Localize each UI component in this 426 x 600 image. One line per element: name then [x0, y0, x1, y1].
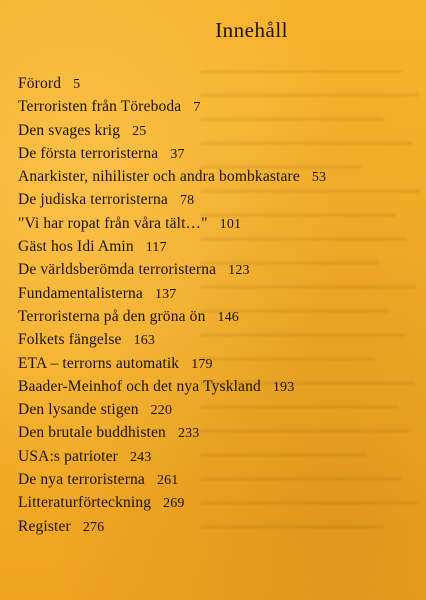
toc-entry: [18, 328, 326, 351]
toc-entry-page: 7: [193, 100, 201, 116]
toc-entry-page: 37: [170, 146, 185, 162]
toc-entry-page: 146: [217, 309, 239, 325]
toc-entry-page: 193: [272, 379, 295, 395]
toc-entry: [18, 282, 326, 305]
toc-entry-page: 78: [179, 193, 195, 209]
toc-entry: [18, 142, 326, 165]
toc-entry: [18, 515, 326, 538]
toc-entry-title: Terroristerna på den gröna ön: [18, 307, 206, 325]
toc-entry: [18, 398, 326, 421]
toc-entry-title: Baader-Meinhof och det nya Tyskland: [18, 377, 261, 395]
toc-entry: [18, 258, 326, 281]
toc-entry: [18, 235, 326, 258]
toc-entry: [18, 188, 326, 211]
toc-entry-title: Förord: [18, 75, 62, 92]
table-of-contents: [18, 72, 326, 538]
toc-entry: [18, 305, 326, 328]
toc-entry-page: 243: [129, 449, 152, 465]
toc-entry-title: "Vi har ropat från våra tält…": [18, 214, 208, 232]
page-title: Innehåll: [215, 18, 288, 42]
toc-entry-page: 53: [311, 170, 327, 186]
toc-entry: [18, 421, 326, 444]
toc-entry-title: Anarkister, nihilister och andra bombkastare: [18, 168, 300, 186]
toc-entry-title: ETA – terrorns automatik: [18, 354, 180, 372]
toc-entry-page: 233: [177, 426, 200, 442]
toc-entry-page: 220: [150, 403, 173, 419]
toc-entry-title: De världsberömda terroristerna: [18, 261, 217, 279]
toc-entry: [18, 468, 326, 491]
toc-entry-title: Litteraturförteckning: [18, 494, 152, 512]
toc-entry-title: Folkets fängelse: [18, 331, 122, 349]
toc-entry-page: 123: [228, 263, 250, 279]
toc-entry: [18, 165, 326, 188]
toc-entry-page: 25: [132, 123, 147, 139]
toc-entry-title: Den brutale buddhisten: [18, 424, 166, 442]
toc-entry-title: Den svages krig: [18, 121, 121, 139]
toc-entry: [18, 491, 326, 514]
toc-entry-page: 261: [156, 473, 179, 489]
toc-entry-page: 117: [145, 240, 167, 256]
toc-entry-title: De judiska terroristerna: [18, 191, 168, 209]
toc-entry: [18, 212, 326, 235]
toc-entry: [18, 72, 326, 95]
toc-entry-page: 269: [163, 496, 185, 512]
toc-entry-page: 179: [191, 356, 213, 372]
toc-entry: [18, 445, 326, 468]
toc-entry: [18, 375, 326, 398]
toc-entry: [18, 352, 326, 375]
toc-entry-page: 137: [154, 286, 177, 302]
toc-entry: [18, 119, 326, 142]
toc-entry-title: Terroristen från Töreboda: [18, 98, 182, 116]
toc-entry-title: Gäst hos Idi Amin: [18, 238, 134, 256]
toc-entry: [18, 95, 326, 118]
toc-entry-title: Den lysande stigen: [18, 401, 139, 419]
toc-entry-title: USA:s patrioter: [18, 447, 118, 465]
toc-entry-page: 163: [133, 333, 156, 349]
toc-entry-page: 276: [82, 519, 105, 535]
toc-entry-title: De första terroristerna: [18, 144, 159, 162]
toc-entry-title: Register: [18, 517, 71, 535]
toc-entry-title: De nya terroristerna: [18, 471, 145, 489]
toc-entry-page: 101: [219, 216, 242, 232]
toc-entry-title: Fundamentalisterna: [18, 284, 143, 302]
toc-entry-page: 5: [73, 77, 81, 92]
